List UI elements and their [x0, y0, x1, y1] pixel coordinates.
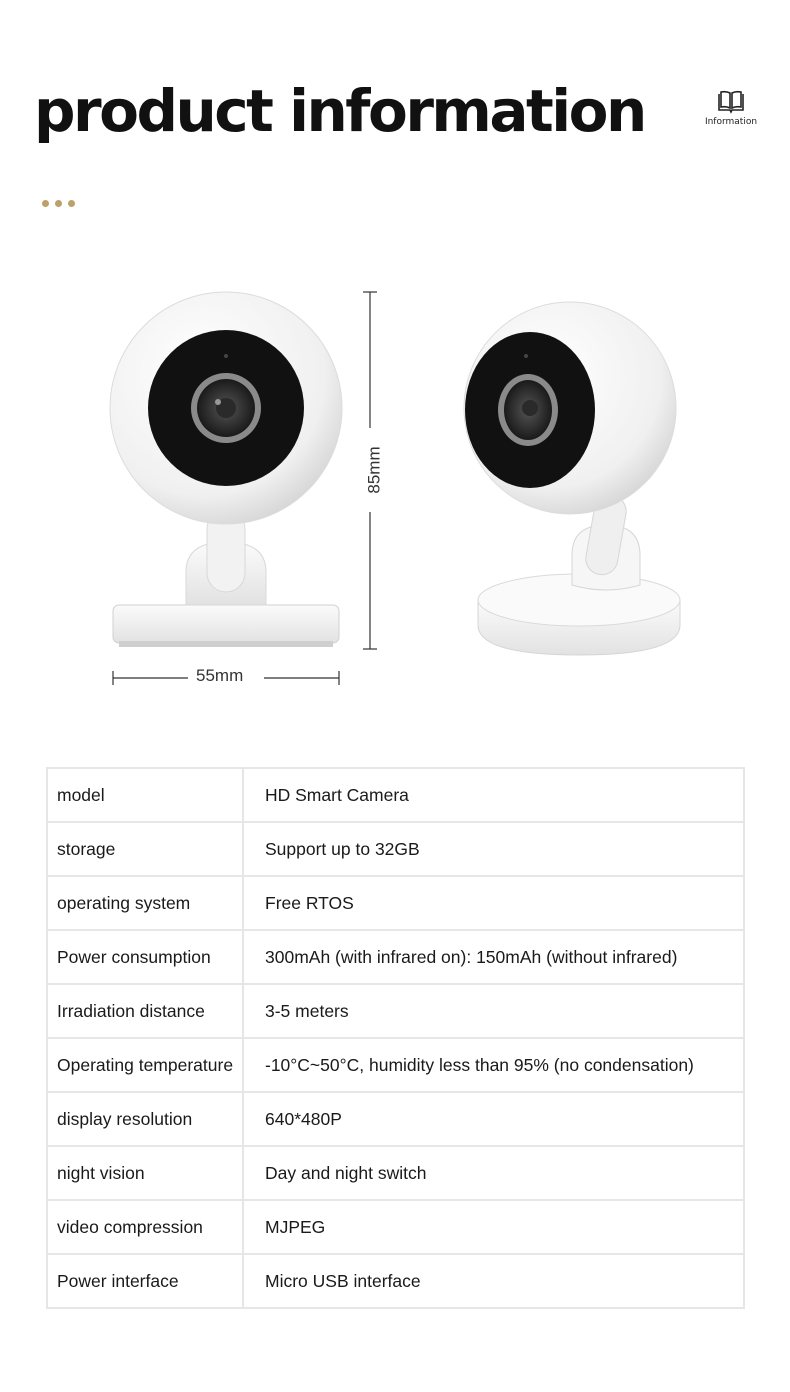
- table-row: [47, 1200, 744, 1254]
- spec-value: 640*480P: [243, 1092, 744, 1146]
- spec-key: Irradiation distance: [47, 984, 243, 1038]
- spec-value: Support up to 32GB: [243, 822, 744, 876]
- decorative-dots: [42, 200, 75, 207]
- spec-key: model: [47, 768, 243, 822]
- table-row: [47, 876, 744, 930]
- spec-key: storage: [47, 822, 243, 876]
- table-row: [47, 1254, 744, 1308]
- spec-key: video compression: [47, 1200, 243, 1254]
- spec-key: Operating temperature: [47, 1038, 243, 1092]
- dot-3: [68, 200, 75, 207]
- camera-front-view: [110, 292, 342, 647]
- spec-key: operating system: [47, 876, 243, 930]
- width-label: 55mm: [190, 666, 249, 686]
- spec-key: display resolution: [47, 1092, 243, 1146]
- spec-key: Power interface: [47, 1254, 243, 1308]
- spec-key: Power consumption: [47, 930, 243, 984]
- spec-value: Day and night switch: [243, 1146, 744, 1200]
- spec-value: Micro USB interface: [243, 1254, 744, 1308]
- table-row: [47, 1092, 744, 1146]
- table-row: [47, 930, 744, 984]
- table-row: [47, 1038, 744, 1092]
- page-title: product information: [34, 77, 645, 145]
- camera-angled-view: [464, 302, 680, 655]
- product-figure: [0, 260, 790, 720]
- dot-1: [42, 200, 49, 207]
- spec-value: HD Smart Camera: [243, 768, 744, 822]
- height-label: 85mm: [365, 440, 385, 499]
- spec-key: night vision: [47, 1146, 243, 1200]
- table-row: [47, 1146, 744, 1200]
- spec-value: MJPEG: [243, 1200, 744, 1254]
- spec-value: 300mAh (with infrared on): 150mAh (without infrared): [243, 930, 744, 984]
- information-badge: [700, 90, 762, 127]
- badge-label: Information: [704, 117, 758, 127]
- spec-table: [46, 767, 745, 1309]
- table-row: [47, 984, 744, 1038]
- book-icon: [717, 90, 745, 114]
- spec-value: -10°C~50°C, humidity less than 95% (no condensation): [243, 1038, 744, 1092]
- spec-value: Free RTOS: [243, 876, 744, 930]
- camera-illustration: [0, 260, 790, 720]
- table-row: [47, 822, 744, 876]
- table-row: [47, 768, 744, 822]
- dot-2: [55, 200, 62, 207]
- spec-value: 3-5 meters: [243, 984, 744, 1038]
